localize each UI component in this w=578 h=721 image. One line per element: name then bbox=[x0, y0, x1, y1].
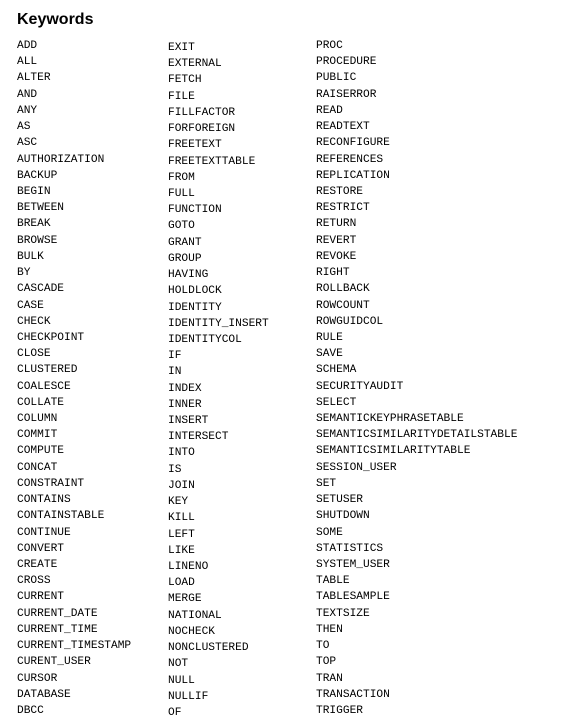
keyword-item: IDENTITY bbox=[168, 301, 222, 314]
keyword-item: NOCHECK bbox=[168, 625, 215, 638]
keyword-item: REVERT bbox=[316, 234, 357, 247]
keyword-item: CURRENT bbox=[17, 591, 64, 604]
keyword-item: READTEXT bbox=[316, 121, 370, 134]
keyword-column-1 bbox=[17, 38, 131, 719]
keyword-item: IDENTITYCOL bbox=[168, 333, 242, 346]
keyword-item: COLLATE bbox=[17, 396, 64, 409]
keyword-item: SETUSER bbox=[316, 494, 363, 507]
keyword-item: ROWGUIDCOL bbox=[316, 315, 384, 328]
keyword-item: SOME bbox=[316, 526, 343, 539]
keyword-item: RIGHT bbox=[316, 267, 350, 280]
keyword-item: INNER bbox=[168, 398, 202, 411]
keyword-item: KEY bbox=[168, 496, 189, 509]
keyword-item: GRANT bbox=[168, 236, 202, 249]
keyword-item: MERGE bbox=[168, 593, 202, 606]
keyword-item: CROSS bbox=[17, 575, 51, 588]
keyword-item: CURRENT_DATE bbox=[17, 607, 98, 620]
keyword-item: COLUMN bbox=[17, 413, 58, 426]
keyword-item: SESSION_USER bbox=[316, 461, 397, 474]
keyword-item: BACKUP bbox=[17, 169, 58, 182]
keyword-item: SEMANTICSIMILARITYDETAILSTABLE bbox=[316, 429, 518, 442]
keyword-item: GOTO bbox=[168, 220, 195, 233]
keyword-item: BULK bbox=[17, 250, 44, 263]
keyword-item: RESTRICT bbox=[316, 202, 370, 215]
keyword-item: BETWEEN bbox=[17, 202, 64, 215]
keyword-item: LIKE bbox=[168, 544, 195, 557]
keyword-item: IN bbox=[168, 366, 182, 379]
keyword-item: PROCEDURE bbox=[316, 56, 377, 69]
page-title: Keywords bbox=[17, 11, 94, 28]
keyword-item: INTERSECT bbox=[168, 431, 229, 444]
keyword-item: NOT bbox=[168, 658, 189, 671]
keyword-item: TEXTSIZE bbox=[316, 607, 370, 620]
keyword-item: FUNCTION bbox=[168, 204, 222, 217]
keyword-item: TABLE bbox=[316, 575, 350, 588]
keyword-item: NULL bbox=[168, 674, 195, 687]
keyword-item: BROWSE bbox=[17, 234, 58, 247]
keyword-item: INTO bbox=[168, 447, 195, 460]
keyword-item: ADD bbox=[17, 40, 38, 52]
keyword-item: FULL bbox=[168, 187, 195, 200]
keyword-item: THEN bbox=[316, 623, 343, 636]
keyword-item: TRIGGER bbox=[316, 704, 363, 717]
keyword-item: FROM bbox=[168, 171, 195, 184]
keyword-item: RETURN bbox=[316, 218, 357, 231]
keyword-item: IF bbox=[168, 350, 182, 363]
keyword-item: EXIT bbox=[168, 42, 195, 54]
keyword-item: READ bbox=[316, 104, 343, 117]
keyword-item: CLOSE bbox=[17, 348, 51, 361]
keyword-item: JOIN bbox=[168, 479, 195, 492]
keyword-item: SAVE bbox=[316, 348, 343, 361]
keyword-item: CONTINUE bbox=[17, 526, 71, 539]
keyword-column-2 bbox=[168, 40, 269, 721]
keyword-item: LEFT bbox=[168, 528, 195, 541]
keyword-item: CONTAINS bbox=[17, 494, 71, 507]
keyword-item: TRANSACTION bbox=[316, 688, 390, 701]
keyword-item: RESTORE bbox=[316, 185, 363, 198]
keyword-item: CLUSTERED bbox=[17, 364, 78, 377]
keyword-item: TRAN bbox=[316, 672, 343, 685]
keyword-item: AS bbox=[17, 121, 31, 134]
keyword-item: AND bbox=[17, 88, 38, 101]
keyword-item: HOLDLOCK bbox=[168, 285, 222, 298]
keyword-item: AUTHORIZATION bbox=[17, 153, 105, 166]
keyword-item: BEGIN bbox=[17, 185, 51, 198]
keyword-item: CURENT_USER bbox=[17, 656, 91, 669]
keyword-item: FREETEXT bbox=[168, 139, 222, 152]
keyword-item: TOP bbox=[316, 656, 337, 669]
keyword-item: SET bbox=[316, 477, 337, 490]
keyword-item: CONCAT bbox=[17, 461, 58, 474]
keyword-item: SEMANTICSIMILARITYTABLE bbox=[316, 445, 471, 458]
keyword-item: BREAK bbox=[17, 218, 51, 231]
keyword-item: COMPUTE bbox=[17, 445, 64, 458]
keyword-item: CREATE bbox=[17, 559, 58, 571]
keyword-item: CHECK bbox=[17, 315, 51, 328]
keyword-item: LINENO bbox=[168, 561, 209, 573]
keyword-item: STATISTICS bbox=[316, 542, 384, 555]
keyword-item: CURRENT_TIME bbox=[17, 623, 98, 636]
keyword-item: CONTAINSTABLE bbox=[17, 510, 105, 523]
keyword-column-3 bbox=[316, 38, 517, 719]
keyword-item: FILLFACTOR bbox=[168, 106, 236, 119]
keyword-item: CURSOR bbox=[17, 672, 58, 685]
keyword-item: SCHEMA bbox=[316, 364, 357, 377]
keyword-item: TABLESAMPLE bbox=[316, 591, 390, 604]
keyword-item: CONVERT bbox=[17, 542, 64, 555]
keyword-item: ROWCOUNT bbox=[316, 299, 370, 312]
keyword-item: PROC bbox=[316, 40, 343, 52]
keyword-item: SECURITYAUDIT bbox=[316, 380, 404, 393]
keyword-item: IDENTITY_INSERT bbox=[168, 317, 269, 330]
keyword-item: INSERT bbox=[168, 415, 209, 428]
keyword-item: TO bbox=[316, 640, 330, 653]
keyword-item: IS bbox=[168, 463, 182, 476]
keyword-item: NULLIF bbox=[168, 690, 209, 703]
keyword-item: INDEX bbox=[168, 382, 202, 395]
keyword-item: FORFOREIGN bbox=[168, 123, 236, 136]
keyword-item: GROUP bbox=[168, 252, 202, 265]
keyword-item: REVOKE bbox=[316, 250, 357, 263]
keyword-item: NONCLUSTERED bbox=[168, 642, 249, 655]
keyword-item: ALTER bbox=[17, 72, 51, 85]
keyword-item: RECONFIGURE bbox=[316, 137, 390, 150]
keyword-item: ROLLBACK bbox=[316, 283, 370, 296]
keyword-item: LOAD bbox=[168, 577, 195, 590]
keyword-item: DATABASE bbox=[17, 688, 71, 701]
keyword-item: SHUTDOWN bbox=[316, 510, 370, 523]
keyword-item: CHECKPOINT bbox=[17, 331, 85, 344]
keyword-item: ALL bbox=[17, 56, 38, 69]
keyword-item: CURRENT_TIMESTAMP bbox=[17, 640, 132, 653]
keyword-item: PUBLIC bbox=[316, 72, 357, 85]
keyword-item: EXTERNAL bbox=[168, 58, 222, 71]
keyword-item: CONSTRAINT bbox=[17, 477, 85, 490]
keyword-item: SYSTEM_USER bbox=[316, 559, 390, 571]
keyword-item: FILE bbox=[168, 90, 195, 103]
keyword-item: KILL bbox=[168, 512, 195, 525]
keyword-item: FREETEXTTABLE bbox=[168, 155, 256, 168]
keyword-item: ANY bbox=[17, 104, 38, 117]
keyword-item: COALESCE bbox=[17, 380, 71, 393]
keyword-item: RULE bbox=[316, 331, 343, 344]
keyword-item: CASCADE bbox=[17, 283, 64, 296]
keyword-item: RAISERROR bbox=[316, 88, 377, 101]
keyword-item: REFERENCES bbox=[316, 153, 384, 166]
keyword-item: SEMANTICKEYPHRASETABLE bbox=[316, 413, 464, 426]
keyword-item: DBCC bbox=[17, 704, 44, 717]
keyword-item: FETCH bbox=[168, 74, 202, 87]
keyword-item: REPLICATION bbox=[316, 169, 390, 182]
keyword-item: BY bbox=[17, 267, 31, 280]
keyword-item: NATIONAL bbox=[168, 609, 222, 622]
keyword-item: CASE bbox=[17, 299, 44, 312]
keyword-item: ASC bbox=[17, 137, 38, 150]
keyword-item: OF bbox=[168, 706, 182, 719]
keyword-item: HAVING bbox=[168, 269, 209, 282]
keyword-item: SELECT bbox=[316, 396, 357, 409]
keyword-item: COMMIT bbox=[17, 429, 58, 442]
